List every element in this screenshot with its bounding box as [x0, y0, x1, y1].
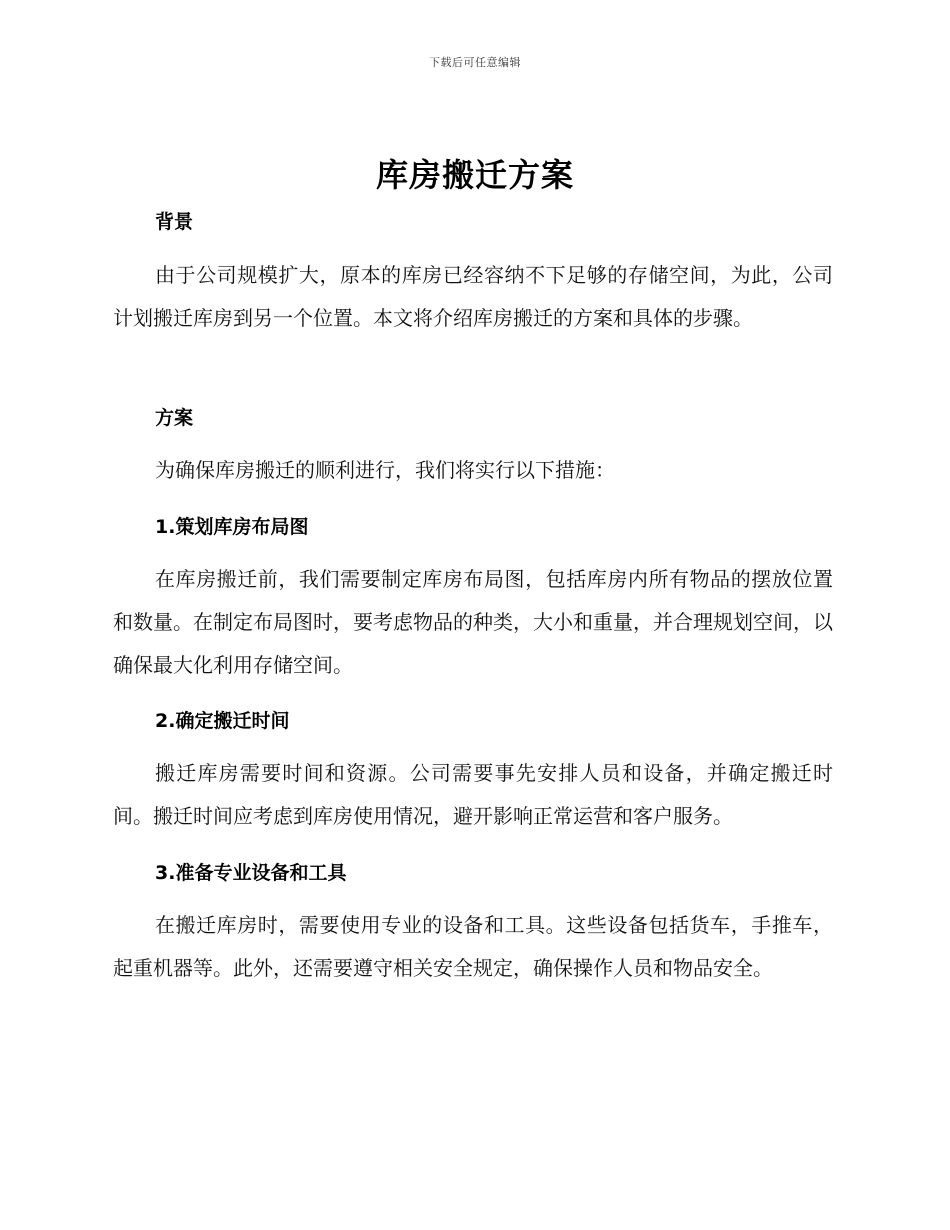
- plan-heading: 方案: [155, 407, 194, 429]
- header-note: 下载后可任意编辑: [429, 56, 521, 69]
- step1-heading: 1.策划库房布局图: [155, 516, 309, 538]
- document-title: 库房搬迁方案: [375, 156, 574, 194]
- step3-heading: 3.准备专业设备和工具: [155, 862, 347, 884]
- plan-intro-paragraph: 为确保库房搬迁的顺利进行，我们将实行以下措施：: [155, 458, 615, 482]
- step2-paragraph: 搬迁库房需要时间和资源。公司需要事先安排人员和设备，并确定搬迁时间。搬迁时间应考虑到库房使用情况，避开影响正常运营和客户服务。: [113, 761, 833, 828]
- background-paragraph: 由于公司规模扩大，原本的库房已经容纳不下足够的存储空间，为此，公司计划搬迁库房到另一个位置。本文将介绍库房搬迁的方案和具体的步骤。: [113, 263, 833, 330]
- background-heading: 背景: [155, 211, 194, 233]
- step2-heading: 2.确定搬迁时间: [155, 710, 290, 732]
- step3-paragraph: 在搬迁库房时，需要使用专业的设备和工具。这些设备包括货车，手推车，起重机器等。此外，还需要遵守相关安全规定，确保操作人员和物品安全。: [113, 913, 833, 980]
- step1-paragraph: 在库房搬迁前，我们需要制定库房布局图，包括库房内所有物品的摆放位置和数量。在制定布局图时，要考虑物品的种类，大小和重量，并合理规划空间，以确保最大化利用存储空间。: [113, 567, 833, 677]
